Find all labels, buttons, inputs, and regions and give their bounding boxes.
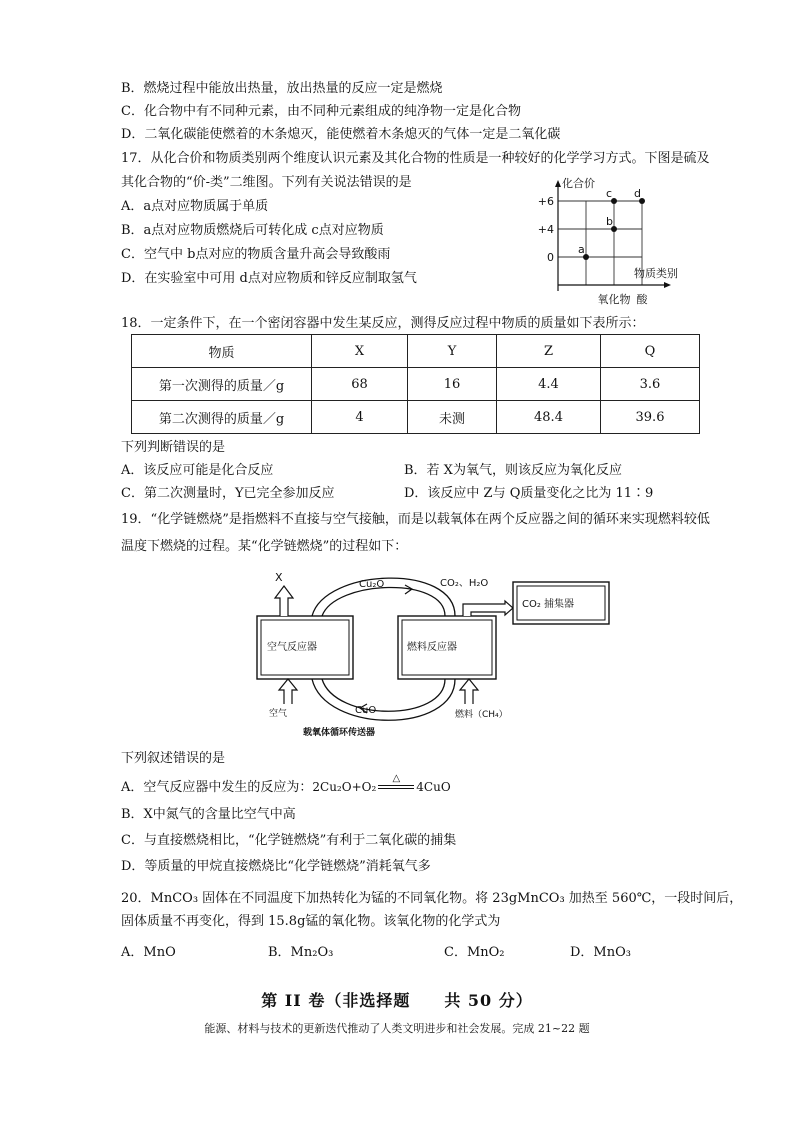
table-header-row <box>132 335 700 368</box>
table-header-cell: Q <box>601 335 700 368</box>
x-outlet-arrow-icon <box>275 586 293 616</box>
section-subtitle: 能源、材料与技术的更新迭代推动了人类文明进步和社会发展。完成 21~22 题 <box>204 1022 590 1035</box>
loop-arc-inner-bottom <box>322 679 445 711</box>
q19-option-a-product: 4CuO <box>416 780 451 794</box>
table-row <box>132 401 700 434</box>
q16-option-c: C．化合物中有不同种元素，由不同种元素组成的纯净物一定是化合物 <box>121 104 521 119</box>
q19-stem-line2: 温度下燃烧的过程。某“化学链燃烧”的过程如下： <box>121 539 408 554</box>
diagram-caption: 载氧体循环传送器 <box>303 728 376 738</box>
table-cell: 16 <box>408 368 497 401</box>
top-carrier-label: Cu₂O <box>359 579 385 590</box>
q19-option-d: D．等质量的甲烷直接燃烧比“化学链燃烧”消耗氧气多 <box>121 859 431 874</box>
q17-option-a: A．a点对应物质属于单质 <box>121 199 269 214</box>
q18-option-a: A．该反应可能是化合反应 <box>121 463 274 478</box>
q20-stem-line1: 20．MnCO₃ 固体在不同温度下加热转化为锰的不同氧化物。将 23gMnCO₃ 加热至 560℃，一段时间后， <box>121 891 743 906</box>
fuel-reactor-label: 燃料反应器 <box>407 642 457 653</box>
q18-stem: 18．一定条件下，在一个密闭容器中发生某反应，测得反应过程中物质的质量如下表所示： <box>121 316 645 331</box>
bottom-carrier-label: CuO <box>355 705 377 716</box>
x-tick-label: 酸 <box>636 293 648 306</box>
table-cell: 48.4 <box>497 401 601 434</box>
x-axis-label: 物质类别 <box>634 267 678 280</box>
data-point-label-b: b <box>606 215 613 228</box>
y-axis-label: 化合价 <box>562 177 595 190</box>
q18-option-b: B．若 X为氧气，则该反应为氧化反应 <box>404 463 622 478</box>
table-header-cell: Z <box>497 335 601 368</box>
reaction-condition <box>376 773 416 796</box>
x-axis-arrow-icon <box>664 282 671 288</box>
equation-line-bottom <box>378 788 414 789</box>
data-point-label-a: a <box>578 243 585 256</box>
air-inlet-arrow-icon <box>279 679 297 704</box>
x-label: X <box>275 571 283 584</box>
table-cell: 第二次测得的质量／g <box>132 401 312 434</box>
table-cell: 4.4 <box>497 368 601 401</box>
heat-symbol: △ <box>392 773 401 784</box>
q20-option-b: B．Mn₂O₃ <box>268 945 334 960</box>
q19-option-c: C．与直接燃烧相比，“化学链燃烧”有利于二氧化碳的捕集 <box>121 833 457 848</box>
fuel-label: 燃料（CH₄） <box>455 710 508 720</box>
q19-option-a <box>121 773 451 797</box>
q17-option-b: B．a点对应物质燃烧后可转化成 c点对应物质 <box>121 223 384 238</box>
q17-option-c: C．空气中 b点对应的物质含量升高会导致酸雨 <box>121 247 391 262</box>
q20-option-c: C．MnO₂ <box>444 945 505 960</box>
products-label: CO₂、H₂O <box>440 578 489 589</box>
valence-class-chart <box>528 175 728 310</box>
air-reactor-label: 空气反应器 <box>267 642 317 653</box>
q19-stem-line1: 19．“化学链燃烧”是指燃料不直接与空气接触，而是以载氧体在两个反应器之间的循环来实现燃料较低 <box>121 512 710 527</box>
fuel-inlet-arrow-icon <box>460 679 478 704</box>
carrier-arrow-right-icon <box>405 585 412 594</box>
table-cell: 68 <box>312 368 408 401</box>
q18-option-c: C．第二次测量时，Y已完全参加反应 <box>121 486 335 501</box>
table-header-cell: 物质 <box>132 335 312 368</box>
q18-mass-table <box>131 334 700 434</box>
q17-stem-line2: 其化合物的“价-类”二维图。下列有关说法错误的是 <box>121 175 412 190</box>
chart-grid <box>558 201 642 285</box>
q20-option-a: A．MnO <box>121 945 176 960</box>
table-cell: 第一次测得的质量／g <box>132 368 312 401</box>
section-title: 第 II 卷（非选择题 共 50 分） <box>261 991 533 1010</box>
data-point-label-c: c <box>606 187 613 200</box>
q18-prompt: 下列判断错误的是 <box>121 440 226 455</box>
q20-stem-line2: 固体质量不再变化，得到 15.8g锰的氧化物。该氧化物的化学式为 <box>121 914 501 929</box>
table-header-cell: Y <box>408 335 497 368</box>
y-tick-label: 0 <box>547 251 554 264</box>
q17-stem-line1: 17．从化合价和物质类别两个维度认识元素及其化合物的性质是一种较好的化学学习方式。下图是硫及 <box>121 151 710 166</box>
q16-option-b: B．燃烧过程中能放出热量，放出热量的反应一定是燃烧 <box>121 81 443 96</box>
q20-option-d: D．MnO₃ <box>570 945 631 960</box>
x-tick-label: 氧化物 <box>597 293 631 306</box>
data-point-label-d: d <box>634 187 641 200</box>
q19-option-a-reactants: 2Cu₂O+O₂ <box>312 780 377 794</box>
chemical-looping-diagram <box>255 568 625 740</box>
table-row <box>132 368 700 401</box>
chart-marks <box>578 187 645 260</box>
q18-option-d: D．该反应中 Z与 Q质量变化之比为 11∶9 <box>404 486 654 501</box>
product-arrow-icon <box>463 601 513 616</box>
table-cell: 3.6 <box>601 368 700 401</box>
table-cell: 未测 <box>408 401 497 434</box>
loop-arc-inner-top <box>322 587 445 616</box>
air-label: 空气 <box>269 709 288 719</box>
q19-option-a-prefix: A．空气反应器中发生的反应为： <box>121 780 313 795</box>
table-header-cell: X <box>312 335 408 368</box>
y-tick-label: +4 <box>537 223 554 236</box>
q17-option-d: D．在实验室中可用 d点对应物质和锌反应制取氢气 <box>121 271 417 286</box>
capture-label: CO₂ 捕集器 <box>522 599 575 610</box>
table-cell: 4 <box>312 401 408 434</box>
q16-option-d: D．二氧化碳能使燃着的木条熄灭，能使燃着木条熄灭的气体一定是二氧化碳 <box>121 127 561 142</box>
q19-option-b: B．X中氮气的含量比空气中高 <box>121 807 296 822</box>
table-cell: 39.6 <box>601 401 700 434</box>
q19-prompt: 下列叙述错误的是 <box>121 751 226 766</box>
y-tick-label: +6 <box>537 195 554 208</box>
equation-line-top <box>378 785 414 786</box>
y-axis-arrow-icon <box>555 180 561 187</box>
